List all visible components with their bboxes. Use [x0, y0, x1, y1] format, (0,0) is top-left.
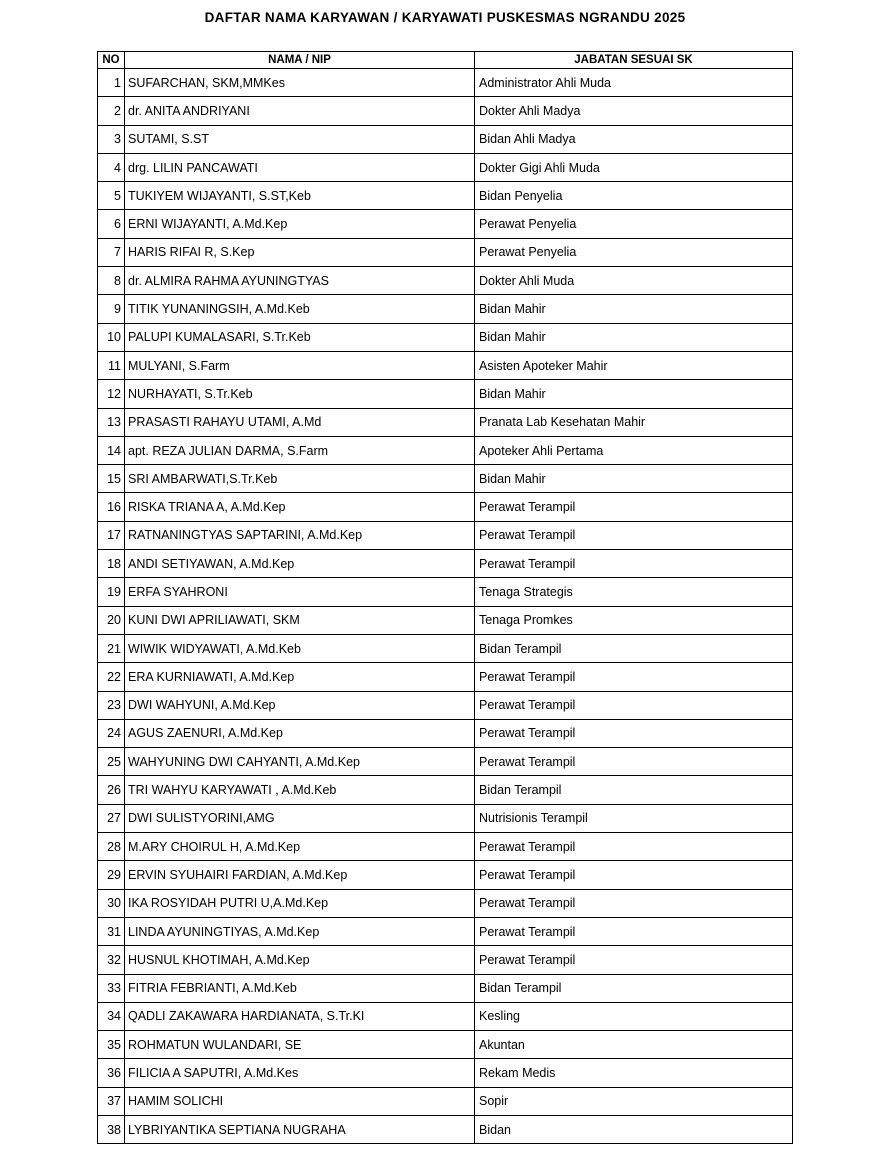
- row-number: 25: [98, 748, 125, 776]
- employee-name: dr. ANITA ANDRIYANI: [125, 97, 475, 125]
- table-row: [98, 97, 793, 125]
- employee-position: Pranata Lab Kesehatan Mahir: [475, 408, 793, 436]
- table-row: [98, 436, 793, 464]
- employee-position: Bidan Terampil: [475, 634, 793, 662]
- row-number: 23: [98, 691, 125, 719]
- employee-name: drg. LILIN PANCAWATI: [125, 153, 475, 181]
- employee-position: Dokter Ahli Madya: [475, 97, 793, 125]
- header-jabatan: JABATAN SESUAI SK: [475, 52, 793, 69]
- table-row: [98, 1031, 793, 1059]
- row-number: 5: [98, 182, 125, 210]
- employee-name: ERFA SYAHRONI: [125, 578, 475, 606]
- table-row: [98, 1115, 793, 1143]
- employee-position: Dokter Ahli Muda: [475, 267, 793, 295]
- row-number: 8: [98, 267, 125, 295]
- table-row: [98, 351, 793, 379]
- employee-position: Bidan Ahli Madya: [475, 125, 793, 153]
- employee-name: dr. ALMIRA RAHMA AYUNINGTYAS: [125, 267, 475, 295]
- employee-name: NURHAYATI, S.Tr.Keb: [125, 380, 475, 408]
- header-no: NO: [98, 52, 125, 69]
- employee-name: TITIK YUNANINGSIH, A.Md.Keb: [125, 295, 475, 323]
- table-row: [98, 69, 793, 97]
- employee-name: FILICIA A SAPUTRI, A.Md.Kes: [125, 1059, 475, 1087]
- employee-name: QADLI ZAKAWARA HARDIANATA, S.Tr.KI: [125, 1002, 475, 1030]
- row-number: 38: [98, 1115, 125, 1143]
- row-number: 26: [98, 776, 125, 804]
- employee-position: Rekam Medis: [475, 1059, 793, 1087]
- row-number: 31: [98, 917, 125, 945]
- employee-position: Perawat Terampil: [475, 550, 793, 578]
- employee-position: Akuntan: [475, 1031, 793, 1059]
- row-number: 21: [98, 634, 125, 662]
- table-body: [98, 69, 793, 1144]
- table-row: [98, 917, 793, 945]
- employee-position: Perawat Terampil: [475, 663, 793, 691]
- employee-position: Perawat Terampil: [475, 521, 793, 549]
- employee-position: Bidan Penyelia: [475, 182, 793, 210]
- employee-name: M.ARY CHOIRUL H, A.Md.Kep: [125, 833, 475, 861]
- row-number: 37: [98, 1087, 125, 1115]
- table-row: [98, 493, 793, 521]
- employee-name: PRASASTI RAHAYU UTAMI, A.Md: [125, 408, 475, 436]
- employee-position: Perawat Terampil: [475, 748, 793, 776]
- table-row: [98, 550, 793, 578]
- employee-name: IKA ROSYIDAH PUTRI U,A.Md.Kep: [125, 889, 475, 917]
- document-title: DAFTAR NAMA KARYAWAN / KARYAWATI PUSKESMAS NGRANDU 2025: [204, 10, 686, 25]
- employee-name: ERA KURNIAWATI, A.Md.Kep: [125, 663, 475, 691]
- employee-name: HAMIM SOLICHI: [125, 1087, 475, 1115]
- row-number: 30: [98, 889, 125, 917]
- employee-position: Perawat Terampil: [475, 861, 793, 889]
- employee-name: KUNI DWI APRILIAWATI, SKM: [125, 606, 475, 634]
- employee-position: Perawat Terampil: [475, 833, 793, 861]
- employee-name: RATNANINGTYAS SAPTARINI, A.Md.Kep: [125, 521, 475, 549]
- employee-position: Bidan Terampil: [475, 776, 793, 804]
- table-row: [98, 465, 793, 493]
- employee-name: FITRIA FEBRIANTI, A.Md.Keb: [125, 974, 475, 1002]
- employee-position: Tenaga Strategis: [475, 578, 793, 606]
- row-number: 14: [98, 436, 125, 464]
- row-number: 22: [98, 663, 125, 691]
- employee-name: DWI WAHYUNI, A.Md.Kep: [125, 691, 475, 719]
- table-row: [98, 946, 793, 974]
- row-number: 11: [98, 351, 125, 379]
- employee-name: ROHMATUN WULANDARI, SE: [125, 1031, 475, 1059]
- table-row: [98, 804, 793, 832]
- table-row: [98, 748, 793, 776]
- employee-position: Perawat Terampil: [475, 691, 793, 719]
- row-number: 3: [98, 125, 125, 153]
- employee-position: Sopir: [475, 1087, 793, 1115]
- employee-position: Perawat Penyelia: [475, 210, 793, 238]
- employee-name: WAHYUNING DWI CAHYANTI, A.Md.Kep: [125, 748, 475, 776]
- row-number: 1: [98, 69, 125, 97]
- employee-position: Perawat Penyelia: [475, 238, 793, 266]
- employee-name: ERVIN SYUHAIRI FARDIAN, A.Md.Kep: [125, 861, 475, 889]
- table-row: [98, 153, 793, 181]
- table-row: [98, 578, 793, 606]
- employee-name: TUKIYEM WIJAYANTI, S.ST,Keb: [125, 182, 475, 210]
- employee-name: SUTAMI, S.ST: [125, 125, 475, 153]
- employee-position: Bidan Mahir: [475, 295, 793, 323]
- table-row: [98, 323, 793, 351]
- table-row: [98, 1002, 793, 1030]
- employee-name: MULYANI, S.Farm: [125, 351, 475, 379]
- employee-name: apt. REZA JULIAN DARMA, S.Farm: [125, 436, 475, 464]
- row-number: 4: [98, 153, 125, 181]
- employee-name: TRI WAHYU KARYAWATI , A.Md.Keb: [125, 776, 475, 804]
- row-number: 9: [98, 295, 125, 323]
- row-number: 28: [98, 833, 125, 861]
- table-row: [98, 691, 793, 719]
- row-number: 12: [98, 380, 125, 408]
- table-row: [98, 521, 793, 549]
- employee-table: [97, 51, 793, 1144]
- row-number: 35: [98, 1031, 125, 1059]
- employee-position: Administrator Ahli Muda: [475, 69, 793, 97]
- table-row: [98, 295, 793, 323]
- table-row: [98, 663, 793, 691]
- employee-position: Dokter Gigi Ahli Muda: [475, 153, 793, 181]
- row-number: 15: [98, 465, 125, 493]
- table-header-row: [98, 52, 793, 69]
- employee-name: PALUPI KUMALASARI, S.Tr.Keb: [125, 323, 475, 351]
- employee-position: Bidan Mahir: [475, 323, 793, 351]
- employee-name: AGUS ZAENURI, A.Md.Kep: [125, 719, 475, 747]
- employee-position: Bidan Terampil: [475, 974, 793, 1002]
- row-number: 34: [98, 1002, 125, 1030]
- table-row: [98, 974, 793, 1002]
- employee-name: LINDA AYUNINGTIYAS, A.Md.Kep: [125, 917, 475, 945]
- row-number: 33: [98, 974, 125, 1002]
- employee-position: Perawat Terampil: [475, 917, 793, 945]
- row-number: 17: [98, 521, 125, 549]
- employee-name: ANDI SETIYAWAN, A.Md.Kep: [125, 550, 475, 578]
- table-row: [98, 267, 793, 295]
- row-number: 20: [98, 606, 125, 634]
- table-row: [98, 776, 793, 804]
- employee-name: LYBRIYANTIKA SEPTIANA NUGRAHA: [125, 1115, 475, 1143]
- employee-position: Bidan Mahir: [475, 465, 793, 493]
- row-number: 16: [98, 493, 125, 521]
- table-row: [98, 833, 793, 861]
- table-row: [98, 182, 793, 210]
- employee-position: Bidan: [475, 1115, 793, 1143]
- employee-name: HUSNUL KHOTIMAH, A.Md.Kep: [125, 946, 475, 974]
- row-number: 32: [98, 946, 125, 974]
- employee-name: SUFARCHAN, SKM,MMKes: [125, 69, 475, 97]
- table-row: [98, 380, 793, 408]
- employee-position: Tenaga Promkes: [475, 606, 793, 634]
- table-row: [98, 238, 793, 266]
- employee-name: DWI SULISTYORINI,AMG: [125, 804, 475, 832]
- employee-position: Apoteker Ahli Pertama: [475, 436, 793, 464]
- employee-name: ERNI WIJAYANTI, A.Md.Kep: [125, 210, 475, 238]
- employee-name: WIWIK WIDYAWATI, A.Md.Keb: [125, 634, 475, 662]
- row-number: 6: [98, 210, 125, 238]
- row-number: 36: [98, 1059, 125, 1087]
- table-row: [98, 719, 793, 747]
- employee-position: Nutrisionis Terampil: [475, 804, 793, 832]
- employee-position: Perawat Terampil: [475, 946, 793, 974]
- table-row: [98, 210, 793, 238]
- table-row: [98, 861, 793, 889]
- row-number: 19: [98, 578, 125, 606]
- employee-position: Asisten Apoteker Mahir: [475, 351, 793, 379]
- table-row: [98, 1087, 793, 1115]
- employee-name: RISKA TRIANA A, A.Md.Kep: [125, 493, 475, 521]
- row-number: 7: [98, 238, 125, 266]
- employee-name: SRI AMBARWATI,S.Tr.Keb: [125, 465, 475, 493]
- employee-name: HARIS RIFAI R, S.Kep: [125, 238, 475, 266]
- row-number: 27: [98, 804, 125, 832]
- header-nama: NAMA / NIP: [125, 52, 475, 69]
- row-number: 24: [98, 719, 125, 747]
- table-row: [98, 889, 793, 917]
- employee-position: Kesling: [475, 1002, 793, 1030]
- row-number: 10: [98, 323, 125, 351]
- employee-position: Perawat Terampil: [475, 719, 793, 747]
- table-row: [98, 606, 793, 634]
- table-row: [98, 408, 793, 436]
- employee-position: Perawat Terampil: [475, 493, 793, 521]
- employee-position: Perawat Terampil: [475, 889, 793, 917]
- row-number: 29: [98, 861, 125, 889]
- row-number: 18: [98, 550, 125, 578]
- employee-position: Bidan Mahir: [475, 380, 793, 408]
- table-row: [98, 125, 793, 153]
- table-row: [98, 634, 793, 662]
- row-number: 13: [98, 408, 125, 436]
- row-number: 2: [98, 97, 125, 125]
- table-row: [98, 1059, 793, 1087]
